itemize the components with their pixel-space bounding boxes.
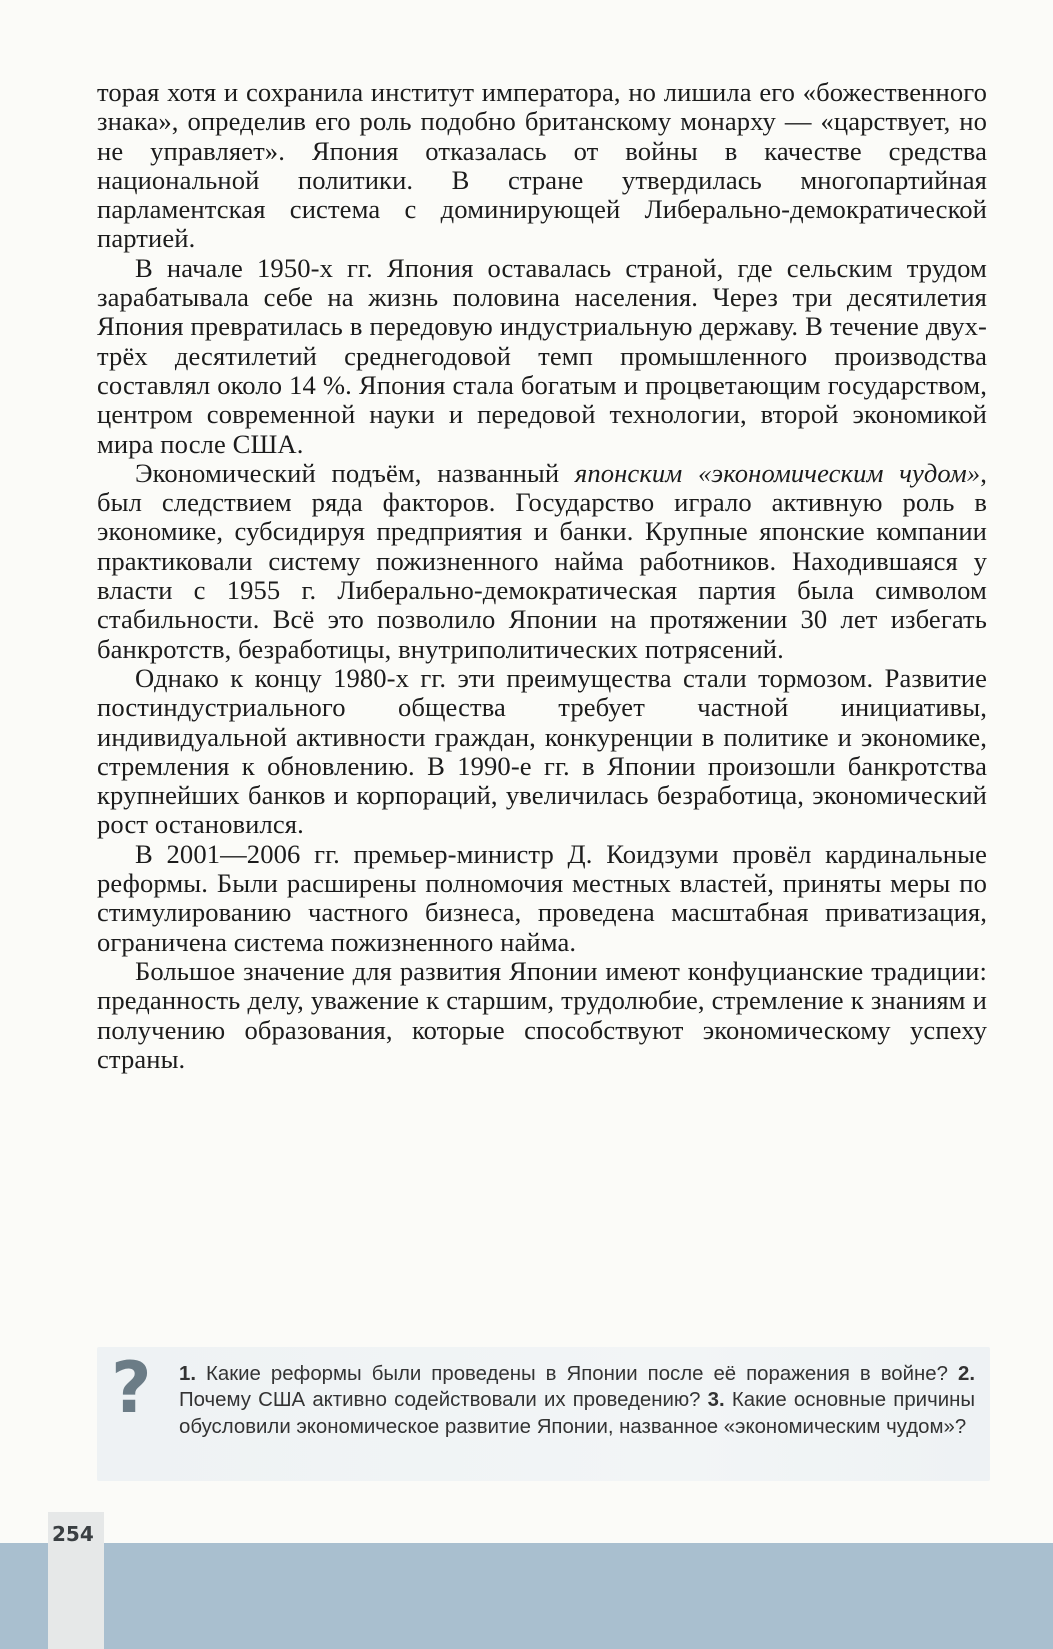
paragraph-4: Однако к концу 1980-х гг. эти преимущества стали тормозом. Развитие постиндустриального общества требует частной инициативы, индивидуальной активности граждан, конкуренции в политике и экономике, стремления к обновлению. В 1990-е гг. в Японии произошли банкротства крупнейших банков и корпораций, увеличилась безработица, экономический рост остановился.	[97, 662, 987, 840]
question-2-text: Почему США активно содействовали их проведению?	[179, 1389, 708, 1412]
paragraph-5: В 2001—2006 гг. премьер-министр Д. Коидзуми провёл кардинальные реформы. Были расширены полномочия местных властей, приняты меры по стимулированию частного бизнеса, проведена масштабная приватизация, ограничена система пожизненного найма.	[97, 838, 987, 957]
paragraph-3-end: , был следствием ряда факторов. Государство играло активную роль в экономике, субсидируя предприятия и банки. Крупные японские компании практиковали систему пожизненного найма работников. Находившаяся у власти с 1955 г. Либерально-демократическая партия была символом стабильности. Всё это позволило Японии на протяжении 30 лет избегать банкротств, безработицы, внутриполитических потрясений.	[97, 457, 987, 664]
question-3-text: Какие основные причины обусловили экономическое развитие Японии, названное «экономическим чудом»?	[179, 1389, 975, 1438]
question-1-text: Какие реформы были проведены в Японии после её поражения в войне?	[196, 1363, 958, 1385]
emphasis-economic-miracle: японским «экономическим чудом»	[574, 457, 981, 488]
paragraph-2: В начале 1950-х гг. Япония оставалась страной, где сельским трудом зарабатывала себе на жизнь половина населения. Через три десятилетия Япония превратилась в передовую индустриальную державу. В течение двух-трёх десятилетий среднегодовой темп промышленного производства составлял около 14 %. Япония стала богатым и процветающим государством, центром современной науки и передовой технологии, второй экономикой мира после США.	[97, 252, 987, 459]
body-text	[97, 78, 987, 1074]
question-1-number: 1.	[179, 1363, 197, 1385]
questions-box	[97, 1347, 990, 1481]
footer-band	[0, 1543, 1053, 1649]
paragraph-3	[97, 459, 987, 664]
question-3-number: 3.	[707, 1389, 725, 1412]
page-number: 254	[52, 1522, 94, 1546]
question-2-number: 2.	[957, 1363, 975, 1385]
question-mark-icon: ?	[111, 1347, 152, 1429]
paragraph-3-start: Экономический подъём, названный	[135, 457, 575, 488]
paragraph-1: торая хотя и сохранила институт императора, но лишила его «божественного знака», определив его роль подобно британскому монарху — «царствует, но не управляет». Япония отказалась от войны в качестве средства национальной политики. В стране утвердилась многопартийная парламентская система с доминирующей Либерально-демократической партией.	[97, 77, 987, 254]
paragraph-6: Большое значение для развития Японии имеют конфуцианские традиции: преданность делу, уважение к старшим, трудолюбие, стремление к знаниям и получению образования, которые способствуют экономическому успеху страны.	[97, 955, 987, 1074]
questions-text	[179, 1361, 975, 1440]
